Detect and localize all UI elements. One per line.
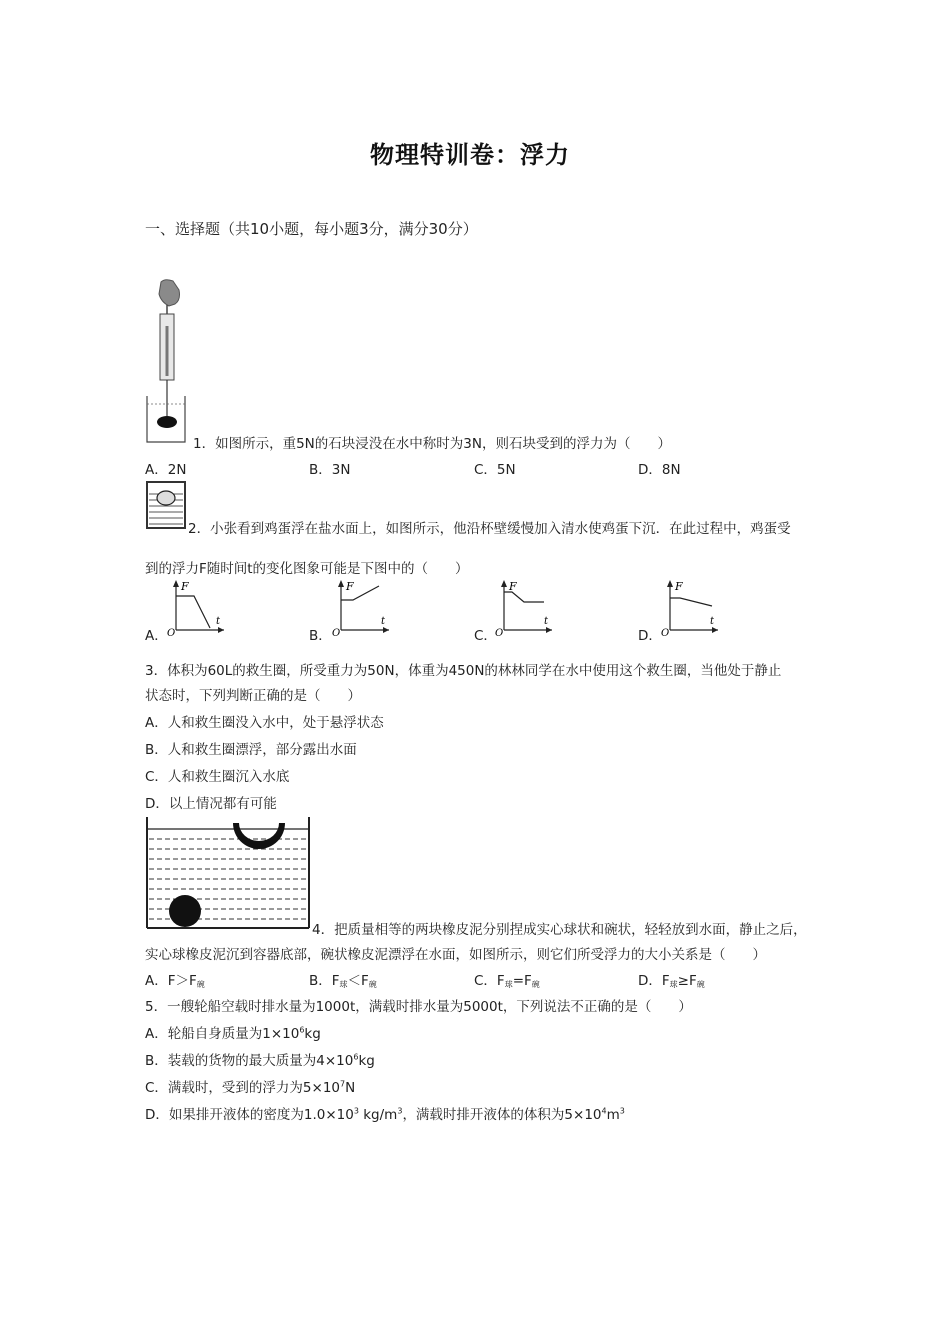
q2-option-c[interactable]: C． [474,628,497,644]
svg-text:t: t [544,616,549,627]
svg-text:F: F [181,580,189,593]
svg-text:F: F [675,580,683,593]
q3-option-d[interactable]: D．以上情况都有可能 [145,796,277,812]
q3-option-b[interactable]: B．人和救生圈漂浮，部分露出水面 [145,742,357,758]
q2-graph-c [494,578,556,638]
q2-stem-line1: 2．小张看到鸡蛋浮在盐水面上，如图所示，他沿杯壁缓慢加入清水使鸡蛋下沉．在此过程中，鸡蛋受 [188,521,791,537]
q4-option-a[interactable]: A．$F>F_碗$ [145,973,205,989]
q4-option-d[interactable]: D．$F_球\ge F_碗$ [638,973,705,989]
q4-option-b[interactable]: B．$F_球<F_碗$ [309,973,377,989]
svg-text:F: F [346,580,354,593]
svg-text:F: F [509,580,517,593]
q1-option-d[interactable]: D．8N [638,462,681,478]
q1-stem: 1．如图所示，重5N的石块浸没在水中称时为3N，则石块受到的浮力为（ ） [193,436,671,452]
q2-graph-a [166,578,228,638]
svg-text:t: t [216,616,221,627]
q2-option-b[interactable]: B． [309,628,332,644]
q4-stem-line2: 实心球橡皮泥沉到容器底部，碗状橡皮泥漂浮在水面，如图所示，则它们所受浮力的大小关系是（ ） [145,947,766,963]
clay-container-figure [145,815,311,930]
q3-stem-line1: 3．体积为60L的救生圈，所受重力为50N，体重为450N的林林同学在水中使用这个救生圈，当他处于静止 [145,663,782,679]
q3-option-c[interactable]: C．人和救生圈沉入水底 [145,769,290,785]
q1-option-b[interactable]: B．3N [309,462,351,478]
q5-option-a[interactable]: A．轮船自身质量为$1\times 10^6kg$ [145,1025,321,1042]
svg-text:O: O [661,628,670,638]
q3-stem-line2: 状态时，下列判断正确的是（ ） [145,688,361,704]
spring-scale-figure [143,278,191,448]
svg-text:t: t [381,616,386,627]
svg-text:O: O [495,628,504,638]
page-title: 物理特训卷：浮力 [370,140,570,169]
q2-graph-b [331,578,393,638]
q5-option-b[interactable]: B．装载的货物的最大质量为$4\times 10^6kg$ [145,1052,375,1069]
svg-text:O: O [332,628,341,638]
q1-option-c[interactable]: C．5N [474,462,516,478]
q1-option-a[interactable]: A．2N [145,462,187,478]
svg-text:O: O [167,628,176,638]
q5-option-d[interactable]: D．如果排开液体的密度为$1.0\times 10^3$ $kg/m^3$，满载时排开液体的体积为$5\times 10^4m^3$ [145,1106,625,1123]
q3-option-a[interactable]: A．人和救生圈没入水中，处于悬浮状态 [145,715,384,731]
q2-option-d[interactable]: D． [638,628,662,644]
q4-option-c[interactable]: C．$F_球=F_碗$ [474,973,540,989]
beaker-egg-figure [145,480,187,530]
q5-option-c[interactable]: C．满载时，受到的浮力为$5\times 10^7N$ [145,1079,356,1096]
q5-stem: 5．一艘轮船空载时排水量为1000t，满载时排水量为5000t，下列说法不正确的是（ ） [145,999,692,1015]
q2-graph-d [660,578,722,638]
q2-stem-line2: 到的浮力F随时间t的变化图象可能是下图中的（ ） [145,561,469,577]
q4-stem-line1: 4．把质量相等的两块橡皮泥分别捏成实心球状和碗状，轻轻放到水面，静止之后， [312,922,807,938]
q2-option-a[interactable]: A． [145,628,168,644]
section-heading: 一、选择题（共10小题，每小题3分，满分30分） [145,220,478,238]
svg-text:t: t [710,616,715,627]
